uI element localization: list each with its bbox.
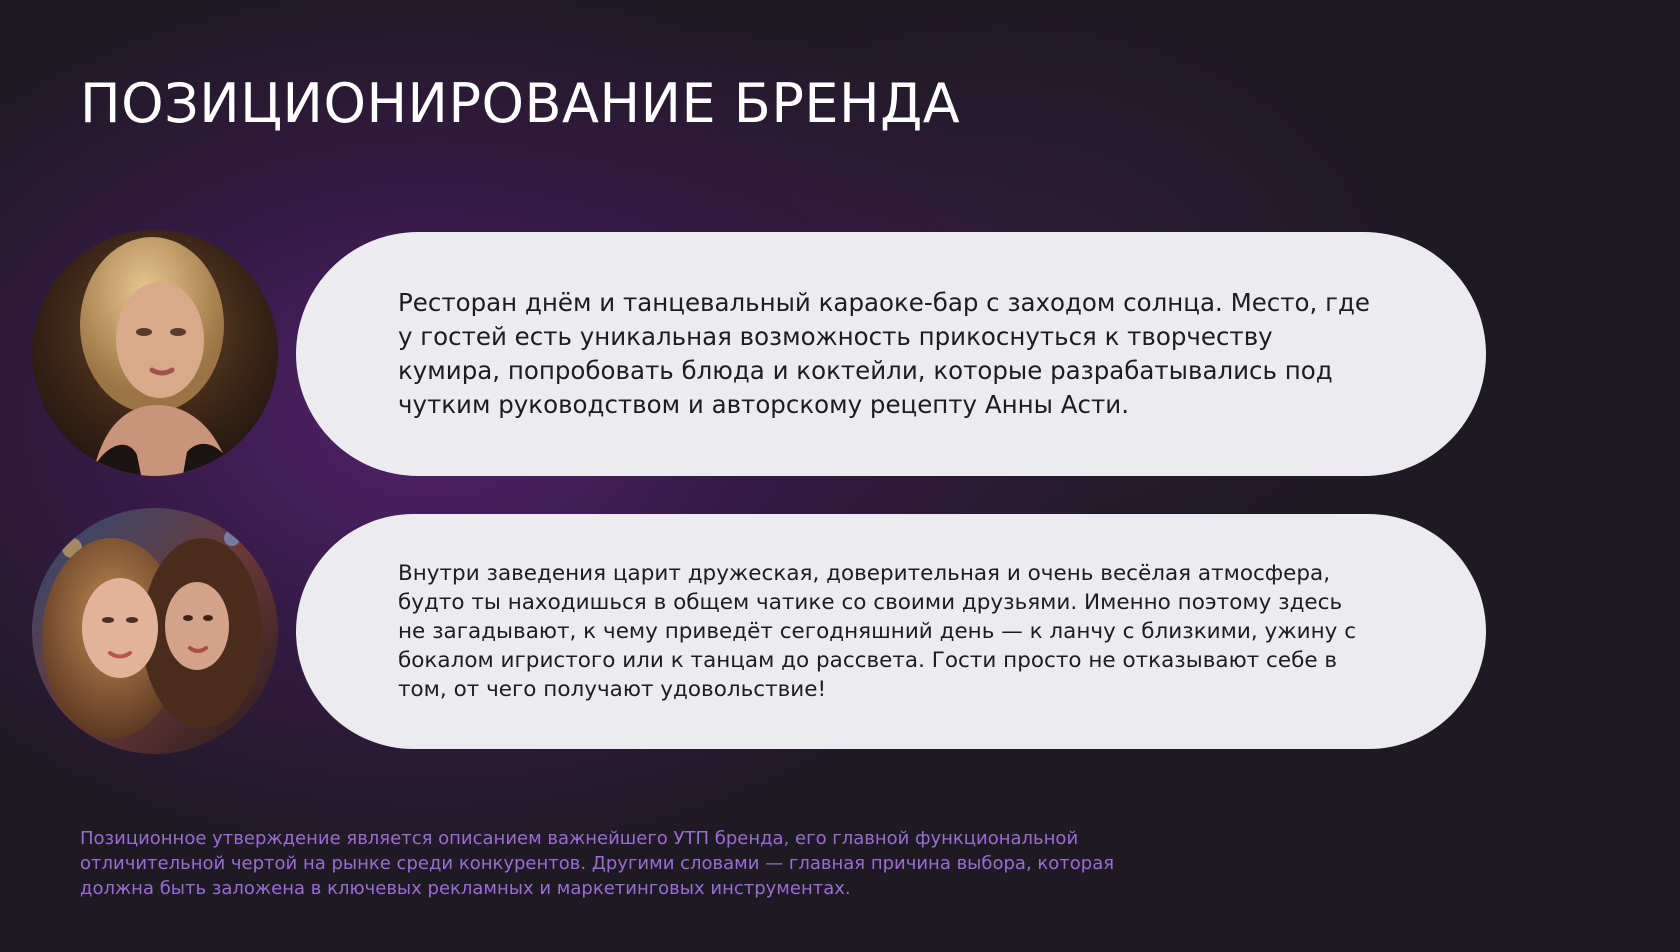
positioning-block-restaurant xyxy=(296,232,1486,476)
positioning-text-restaurant: Ресторан днём и танцевальный караоке-бар с заходом солнца. Место, где у гостей есть уникальная возможность прикоснуться к творчеству кумира, попробовать блюда и коктейли, которые разрабатывались под чутким руководством и авторскому рецепту Анны Асти. xyxy=(398,288,1370,419)
slide-title: ПОЗИЦИОНИРОВАНИЕ БРЕНДА xyxy=(80,72,961,135)
positioning-block-atmosphere xyxy=(296,514,1486,749)
positioning-text-atmosphere: Внутри заведения царит дружеская, доверительная и очень весёлая атмосфера, будто ты находишься в общем чатике со своими друзьями. Именно поэтому здесь не загадывают, к чему приведёт сегодняшний день — к ланчу с близкими, ужину с бокалом игристого или к танцам до рассвета. Гости просто не отказывают себе в том, от чего получают удовольствие! xyxy=(398,561,1357,702)
friends-photo xyxy=(32,508,278,754)
portrait-photo xyxy=(32,230,278,476)
footnote: Позиционное утверждение является описанием важнейшего УТП бренда, его главной функциональной отличительной чертой на рынке среди конкурентов. Другими словами — главная причина выбора, которая должна быть заложена в ключевых рекламных и маркетинговых инструментах. xyxy=(80,828,1115,899)
